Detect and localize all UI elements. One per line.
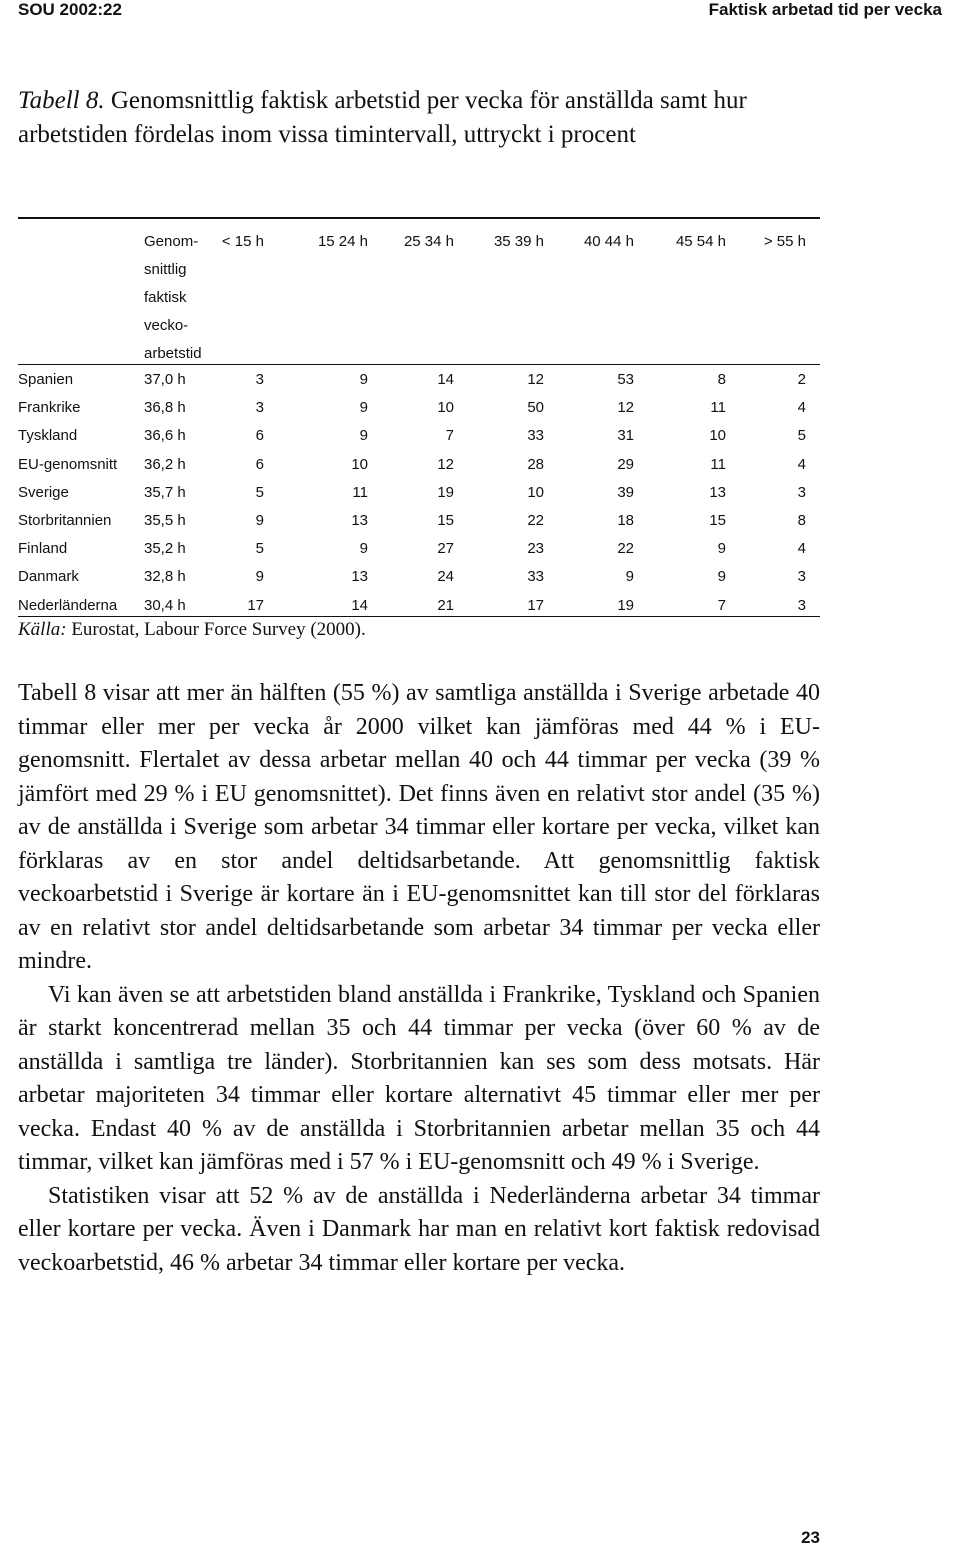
row-percent-cell: 3	[255, 371, 264, 388]
row-percent-cell: 10	[527, 483, 544, 501]
table-caption-label: Tabell 8.	[18, 87, 105, 114]
row-percent-cell: 9	[359, 371, 368, 388]
table-row	[18, 479, 820, 507]
row-percent-cell: 19	[437, 483, 454, 501]
row-percent-cell: 33	[527, 568, 544, 586]
table-header-rule	[18, 364, 820, 365]
row-percent-cell: 6	[255, 455, 264, 473]
row-country: Tyskland	[18, 427, 78, 445]
row-average-hours: 36,2 h	[144, 455, 186, 473]
row-percent-cell: 33	[527, 427, 544, 445]
row-percent-cell: 15	[437, 512, 454, 529]
row-percent-cell: 22	[617, 540, 634, 558]
row-percent-cell: 12	[437, 455, 454, 473]
row-percent-cell: 14	[437, 371, 454, 388]
section-title: Faktisk arbetad tid per vecka	[708, 0, 942, 19]
row-country: EU-genomsnitt	[18, 455, 118, 473]
row-percent-cell: 19	[617, 596, 634, 614]
header-average-line: faktisk	[144, 289, 187, 306]
header-interval: 45 54 h	[675, 233, 726, 250]
row-percent-cell: 13	[709, 483, 726, 501]
source-text: Eurostat, Labour Force Survey (2000).	[66, 619, 366, 640]
row-country: Sverige	[18, 483, 69, 501]
row-average-hours: 36,6 h	[144, 427, 186, 445]
row-percent-cell: 18	[617, 512, 634, 529]
row-percent-cell: 5	[255, 483, 264, 501]
row-percent-cell: 24	[437, 568, 454, 586]
table-caption-text: Genomsnittlig faktisk arbetstid per vecka för anställda samt hur arbetstiden fördelas inom vissa timintervall, uttryckt i procent	[18, 87, 747, 148]
row-percent-cell: 7	[717, 596, 726, 614]
row-percent-cell: 5	[255, 540, 264, 558]
row-country: Storbritannien	[18, 512, 112, 529]
row-percent-cell: 21	[437, 596, 454, 614]
header-interval: > 55 h	[763, 233, 806, 250]
row-percent-cell: 29	[617, 455, 634, 473]
row-percent-cell: 9	[255, 512, 264, 529]
row-percent-cell: 8	[797, 512, 806, 529]
table-row	[18, 366, 820, 394]
header-average-line: arbetstid	[144, 345, 202, 362]
row-country: Finland	[18, 540, 68, 558]
header-interval: < 15 h	[221, 233, 264, 250]
row-percent-cell: 13	[351, 568, 368, 586]
row-percent-cell: 31	[617, 427, 634, 445]
table-source	[18, 618, 366, 642]
table-row	[18, 394, 820, 422]
row-percent-cell: 9	[625, 568, 634, 586]
row-country: Nederländerna	[18, 596, 118, 614]
row-percent-cell: 11	[710, 455, 726, 473]
header-interval: 25 34 h	[403, 233, 454, 250]
header-average-line: vecko-	[144, 317, 189, 334]
row-average-hours: 36,8 h	[144, 399, 186, 417]
row-average-hours: 35,2 h	[144, 540, 186, 558]
row-country: Danmark	[18, 568, 79, 586]
running-header	[18, 0, 942, 24]
row-percent-cell: 9	[717, 568, 726, 586]
row-percent-cell: 39	[617, 483, 634, 501]
row-percent-cell: 9	[717, 540, 726, 558]
row-percent-cell: 22	[527, 512, 544, 529]
header-average-line: snittlig	[144, 261, 187, 278]
row-percent-cell: 28	[527, 455, 544, 473]
row-percent-cell: 10	[437, 399, 454, 417]
row-percent-cell: 11	[352, 483, 368, 501]
row-percent-cell: 4	[797, 540, 806, 558]
row-percent-cell: 9	[255, 568, 264, 586]
table-row	[18, 422, 820, 450]
row-percent-cell: 13	[351, 512, 368, 529]
report-id: SOU 2002:22	[18, 0, 122, 19]
row-percent-cell: 3	[255, 399, 264, 417]
row-average-hours: 35,5 h	[144, 512, 186, 529]
row-percent-cell: 27	[437, 540, 454, 558]
row-percent-cell: 5	[797, 427, 806, 445]
row-percent-cell: 3	[797, 568, 806, 586]
header-interval: 35 39 h	[493, 233, 544, 250]
paragraph: Statistiken visar att 52 % av de anställda i Nederländerna arbetar 34 timmar eller kortare per vecka. Även i Danmark har man en relativt kort faktisk redovisad veckoarbetstid, 46 % arbetar 34 timmar eller kortare per vecka.	[18, 1182, 820, 1276]
header-average-hours	[144, 228, 234, 368]
table-bottom-rule	[18, 616, 820, 617]
source-label: Källa:	[18, 619, 67, 640]
page-number: 23	[801, 1528, 820, 1547]
row-percent-cell: 3	[797, 483, 806, 501]
row-percent-cell: 23	[527, 540, 544, 558]
row-percent-cell: 50	[527, 399, 544, 417]
row-average-hours: 30,4 h	[144, 596, 186, 614]
body-text	[18, 677, 820, 1280]
row-percent-cell: 11	[710, 399, 726, 417]
table-row	[18, 563, 820, 591]
header-interval: 40 44 h	[583, 233, 634, 250]
table-row	[18, 507, 820, 535]
row-percent-cell: 9	[359, 399, 368, 417]
table-caption	[18, 84, 828, 152]
row-percent-cell: 12	[527, 371, 544, 388]
row-average-hours: 32,8 h	[144, 568, 186, 586]
row-percent-cell: 3	[797, 596, 806, 614]
row-percent-cell: 8	[717, 371, 726, 388]
row-percent-cell: 9	[359, 540, 368, 558]
row-percent-cell: 15	[709, 512, 726, 529]
row-percent-cell: 53	[617, 371, 634, 388]
row-percent-cell: 14	[351, 596, 368, 614]
paragraph: Tabell 8 visar att mer än hälften (55 %) av samtliga anställda i Sverige arbetade 40 timmar eller mer per vecka år 2000 vilket kan jämföras med 44 % i EU-genomsnitt. Flertalet av dessa arbetar mellan 40 och 44 timmar per vecka (39 % jämfört med 29 % i EU genomsnittet). Det finns även en relativt stor andel (35 %) av de anställda i Sverige som arbetar 34 timmar eller kortare per vecka, vilket kan förklaras av en stor andel deltidsarbetande. Att genomsnittlig faktisk veckoarbetstid i Sverige är kortare än i EU-genomsnittet kan till stor del förklaras av en relativt stor andel deltidsarbetande som arbetar 34 timmar per vecka eller mindre.	[18, 680, 820, 974]
row-percent-cell: 10	[351, 455, 368, 473]
row-percent-cell: 2	[797, 371, 806, 388]
row-percent-cell: 7	[445, 427, 454, 445]
row-percent-cell: 12	[617, 399, 634, 417]
row-percent-cell: 6	[255, 427, 264, 445]
row-country: Spanien	[18, 371, 74, 388]
row-percent-cell: 9	[359, 427, 368, 445]
row-average-hours: 35,7 h	[144, 483, 186, 501]
header-interval: 15 24 h	[317, 233, 368, 250]
row-percent-cell: 17	[527, 596, 544, 614]
table-top-rule	[18, 217, 820, 219]
row-percent-cell: 4	[797, 399, 806, 417]
row-percent-cell: 17	[247, 596, 264, 614]
table-row	[18, 451, 820, 479]
row-percent-cell: 4	[797, 455, 806, 473]
table-row	[18, 535, 820, 563]
row-country: Frankrike	[18, 399, 81, 417]
header-average-line: Genom-	[144, 233, 199, 250]
row-percent-cell: 10	[709, 427, 726, 445]
paragraph: Vi kan även se att arbetstiden bland anställda i Frankrike, Tyskland och Spanien är starkt koncentrerad mellan 35 och 44 timmar per vecka (över 60 % av de anställda i samtliga tre länder). Storbritannien kan ses som dess motsats. Här arbetar majoriteten 34 timmar eller kortare alternativt 45 timmar eller mer per vecka. Endast 40 % av de anställda i Storbritannien arbetar mellan 35 och 44 timmar, vilket kan jämföras med i 57 % i EU-genomsnitt och 49 % i Sverige.	[18, 981, 820, 1175]
row-average-hours: 37,0 h	[144, 371, 186, 388]
